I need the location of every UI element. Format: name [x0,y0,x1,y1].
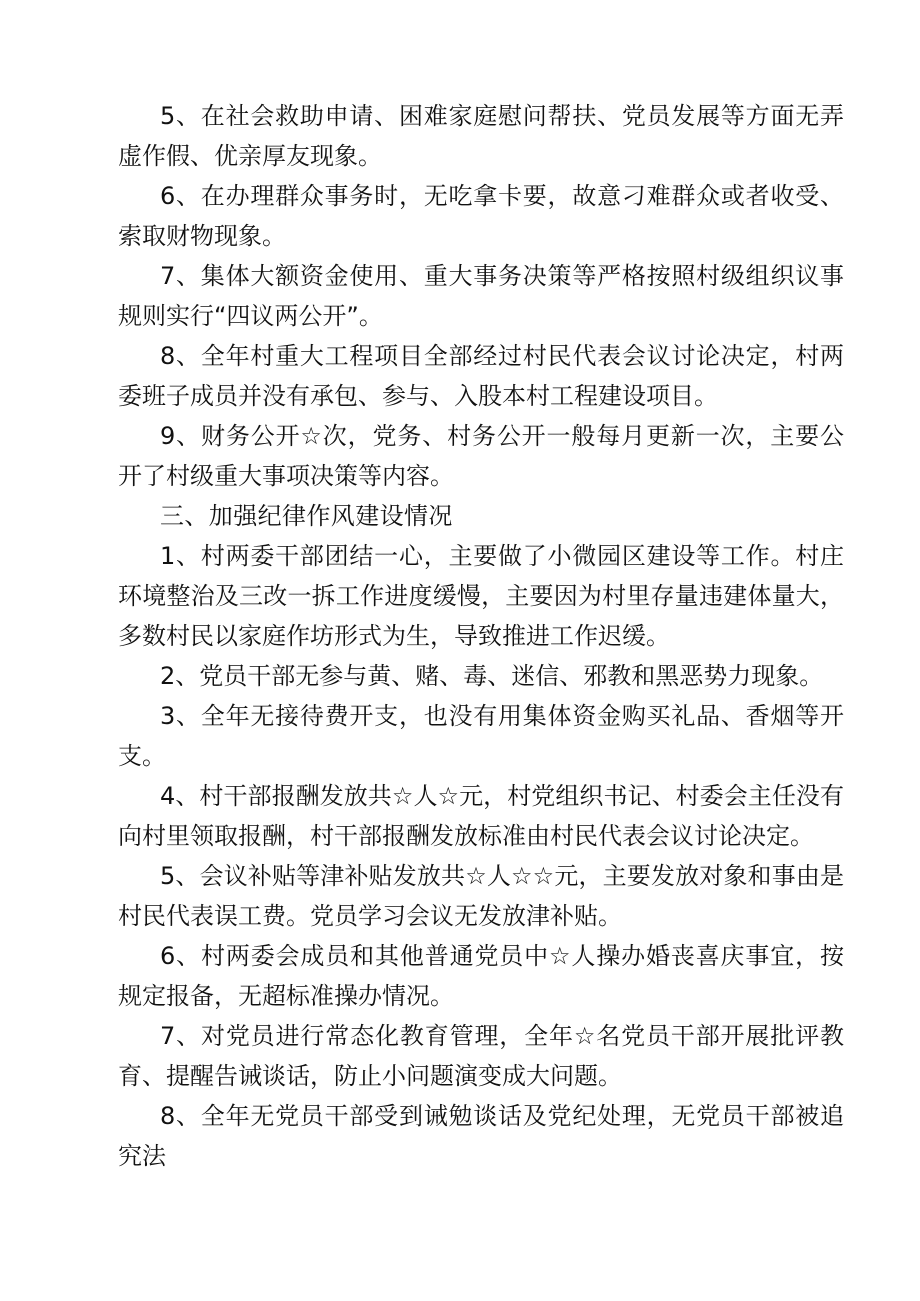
section-three-item-1: 1、村两委干部团结一心，主要做了小微园区建设等工作。村庄环境整治及三改一拆工作进度缓慢，主要因为村里存量违建体量大，多数村民以家庭作坊形式为生，导致推进工作迟缓。 [118,542,844,650]
paragraph-item-7: 7、集体大额资金使用、重大事务决策等严格按照村级组织议事规则实行“四议两公开”。 [118,262,844,330]
section-three-item-7: 7、对党员进行常态化教育管理，全年☆名党员干部开展批评教育、提醒告诫谈话，防止小问题演变成大问题。 [118,1022,844,1090]
section-three-item-2: 2、党员干部无参与黄、赌、毒、迷信、邪教和黑恶势力现象。 [160,662,824,690]
section-three-item-4: 4、村干部报酬发放共☆人☆元，村党组织书记、村委会主任没有向村里领取报酬，村干部报酬发放标准由村民代表会议讨论决定。 [118,782,844,850]
paragraph-item-5: 5、在社会救助申请、困难家庭慰问帮扶、党员发展等方面无弄虚作假、优亲厚友现象。 [118,102,844,170]
paragraph-item-9: 9、财务公开☆次，党务、村务公开一般每月更新一次，主要公开了村级重大事项决策等内容。 [118,422,844,490]
section-three-item-8: 8、全年无党员干部受到诫勉谈话及党纪处理，无党员干部被追究法 [118,1102,844,1170]
paragraph-item-6: 6、在办理群众事务时，无吃拿卡要，故意刁难群众或者收受、索取财物现象。 [118,182,844,250]
section-heading: 三、加强纪律作风建设情况 [160,502,453,530]
section-three-item-6: 6、村两委会成员和其他普通党员中☆人操办婚丧喜庆事宜，按规定报备，无超标准操办情况。 [118,942,844,1010]
paragraph-item-8: 8、全年村重大工程项目全部经过村民代表会议讨论决定，村两委班子成员并没有承包、参与、入股本村工程建设项目。 [118,342,844,410]
section-three-item-5: 5、会议补贴等津补贴发放共☆人☆☆元，主要发放对象和事由是村民代表误工费。党员学习会议无发放津补贴。 [118,862,844,930]
section-three-item-3: 3、全年无接待费开支，也没有用集体资金购买礼品、香烟等开支。 [118,702,844,770]
document-body [118,96,844,1176]
